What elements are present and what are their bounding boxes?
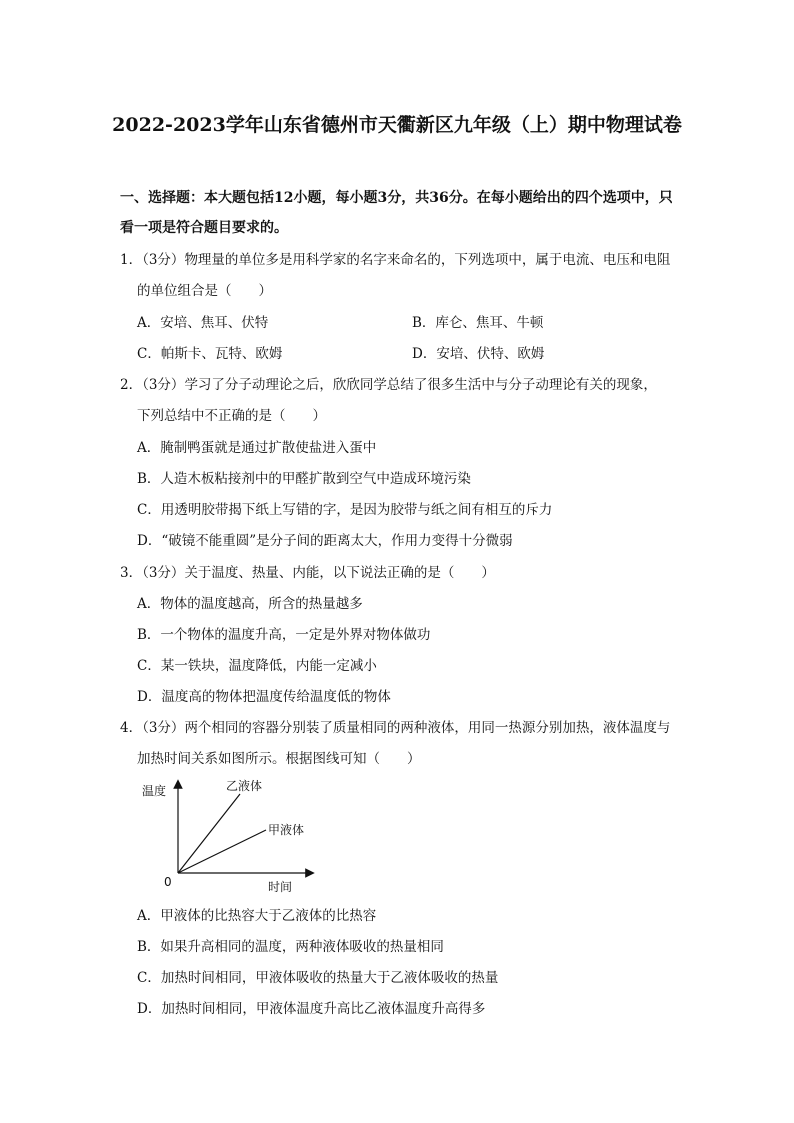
option-1b[interactable]: B．库仑、焦耳、牛顿 bbox=[412, 315, 544, 331]
line-yi-liquid bbox=[178, 794, 240, 873]
option-2d[interactable]: D．“破镜不能重圆”是分子间的距离太大，作用力变得十分微弱 bbox=[137, 533, 513, 549]
question-number: 3 bbox=[120, 565, 129, 581]
question-score: （3分） bbox=[142, 377, 185, 393]
question-stem: 两个相同的容器分别装了质量相同的两种液体，用同一热源分别加热，液体温度与 bbox=[184, 720, 671, 736]
question-number: 1 bbox=[120, 252, 129, 268]
option-4c[interactable]: C．加热时间相同，甲液体吸收的热量大于乙液体吸收的热量 bbox=[137, 970, 499, 986]
question-4-line-2: 加热时间关系如图所示。根据图线可知（ ） bbox=[137, 751, 421, 767]
option-3b[interactable]: B．一个物体的温度升高，一定是外界对物体做功 bbox=[137, 627, 431, 643]
section-heading: 一、选择题：本大题包括12小题，每小题3分，共36分。在每小题给出的四个选项中，只看一项是符合题目要求的。 bbox=[120, 190, 673, 236]
question-4-line-1: 4．（3分）两个相同的容器分别装了质量相同的两种液体，用同一热源分别加热，液体温度与 bbox=[120, 720, 671, 736]
option-2b[interactable]: B．人造木板粘接剂中的甲醛扩散到空气中造成环境污染 bbox=[137, 471, 471, 487]
label-jia-liquid: 甲液体 bbox=[268, 823, 305, 837]
temperature-time-graph bbox=[130, 770, 320, 900]
option-3a[interactable]: A．物体的温度越高，所含的热量越多 bbox=[137, 596, 363, 612]
option-1d[interactable]: D．安培、伏特、欧姆 bbox=[412, 346, 545, 362]
question-3-line-1: 3．（3分）关于温度、热量、内能，以下说法正确的是（ ） bbox=[120, 565, 495, 581]
option-4a[interactable]: A．甲液体的比热容大于乙液体的比热容 bbox=[137, 908, 377, 924]
question-2-line-1: 2．（3分）学习了分子动理论之后，欣欣同学总结了很多生活中与分子动理论有关的现象， bbox=[120, 377, 657, 393]
page-title: 2022-2023学年山东省德州市天衢新区九年级（上）期中物理试卷 bbox=[112, 114, 682, 136]
question-number: 4 bbox=[120, 720, 129, 736]
label-yi-liquid: 乙液体 bbox=[226, 779, 263, 793]
question-2-line-2: 下列总结中不正确的是（ ） bbox=[137, 408, 326, 424]
graph-svg bbox=[130, 770, 320, 900]
question-stem: 学习了分子动理论之后，欣欣同学总结了很多生活中与分子动理论有关的现象， bbox=[184, 377, 657, 393]
line-jia-liquid bbox=[178, 830, 266, 873]
question-1-line-1: 1．（3分）物理量的单位多是用科学家的名字来命名的，下列选项中，属于电流、电压和电阻 bbox=[120, 252, 671, 268]
option-1a[interactable]: A．安培、焦耳、伏特 bbox=[137, 315, 269, 331]
option-2c[interactable]: C．用透明胶带揭下纸上写错的字，是因为胶带与纸之间有相互的斥力 bbox=[137, 502, 553, 518]
option-3d[interactable]: D．温度高的物体把温度传给温度低的物体 bbox=[137, 689, 391, 705]
option-4b[interactable]: B．如果升高相同的温度，两种液体吸收的热量相同 bbox=[137, 939, 444, 955]
origin-label: 0 bbox=[164, 875, 172, 889]
question-score: （3分） bbox=[142, 565, 185, 581]
question-score: （3分） bbox=[142, 252, 185, 268]
question-number: 2 bbox=[120, 377, 129, 393]
option-1c[interactable]: C．帕斯卡、瓦特、欧姆 bbox=[137, 346, 283, 362]
question-stem: 物理量的单位多是用科学家的名字来命名的，下列选项中，属于电流、电压和电阻 bbox=[184, 252, 671, 268]
option-3c[interactable]: C．某一铁块，温度降低，内能一定减小 bbox=[137, 658, 377, 674]
y-axis-label: 温度 bbox=[142, 784, 167, 798]
question-1-line-2: 的单位组合是（ ） bbox=[137, 283, 272, 299]
question-score: （3分） bbox=[142, 720, 185, 736]
option-2a[interactable]: A．腌制鸭蛋就是通过扩散使盐进入蛋中 bbox=[137, 440, 377, 456]
question-stem: 关于温度、热量、内能，以下说法正确的是（ ） bbox=[184, 565, 495, 581]
option-4d[interactable]: D．加热时间相同，甲液体温度升高比乙液体温度升高得多 bbox=[137, 1001, 486, 1017]
x-axis-label: 时间 bbox=[268, 880, 293, 894]
